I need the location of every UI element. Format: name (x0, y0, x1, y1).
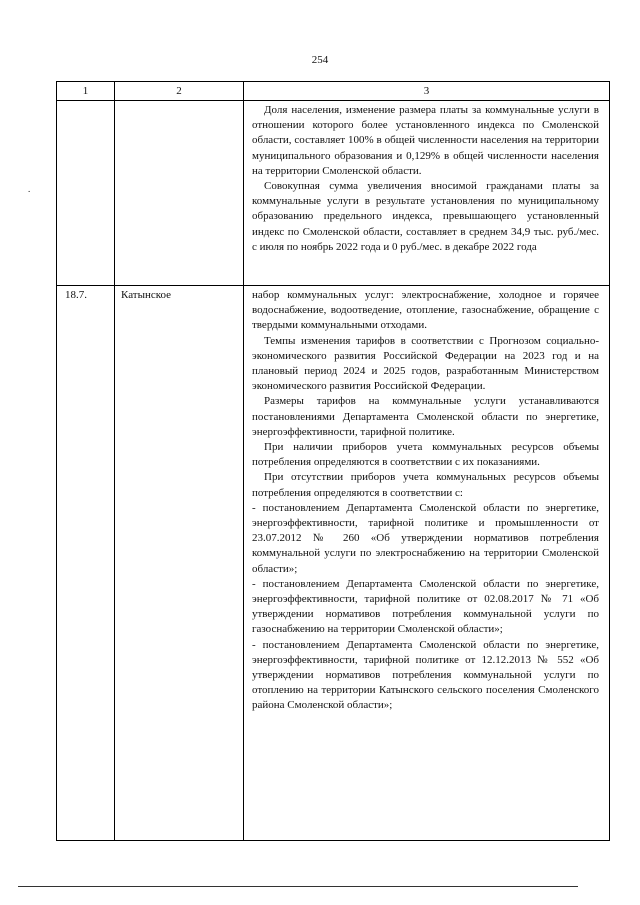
paragraph: Совокупная сумма увеличения вносимой гражданами платы за коммунальные услуги в результате установления по муниципальному образованию предельного индекса, превышающего установленный индекс по Смоленской области, составляет в среднем 34,9 тыс. руб./мес. с июля по ноябрь 2022 года и 0 руб./мес. в декабре 2022 года (252, 180, 599, 253)
page-number: 254 (311, 54, 329, 66)
row-number-cell: 18.7. (57, 286, 115, 841)
row-number-cell (57, 101, 115, 286)
paragraph: Размеры тарифов на коммунальные услуги устанавливаются постановлениями Департамента Смоленской области по энергетике, энергоэффективности, тарифной политике. (252, 395, 599, 438)
paragraph: Доля населения, изменение размера платы за коммунальные услуги в отношении которого более установленного индекса по Смоленской области, составляет 100% в общей численности населения на территории муниципального образования и 0,129% в общей численности населения на территории Смоленской области. (252, 104, 599, 177)
settlement-name-cell (115, 101, 244, 286)
column-header-2: 2 (115, 82, 244, 101)
description-cell (244, 286, 610, 841)
settlement-name-cell: Катынское (115, 286, 244, 841)
column-header-3: 3 (244, 82, 610, 101)
list-item: - постановлением Департамента Смоленской области по энергетике, энергоэффективности, тарифной политике и промышленности от 23.07.2012 № 260 «Об утверждении нормативов потребления коммунальной услуги по электроснабжению на территории Смоленской области»; (252, 501, 599, 575)
bottom-divider (18, 886, 578, 887)
list-item: - постановлением Департамента Смоленской области по энергетике, энергоэффективности, тарифной политике от 02.08.2017 № 71 «Об утверждении нормативов потребления коммунальной услуги по газоснабжению на территории Смоленской области»; (252, 577, 599, 636)
table-row (57, 101, 610, 286)
list-item: - постановлением Департамента Смоленской области по энергетике, энергоэффективности, тарифной политике от 12.12.2013 № 552 «Об утверждении нормативов потребления коммунальной услуги по отоплению на территории Катынского сельского поселения Смоленского района Смоленской области»; (252, 638, 599, 712)
margin-mark: . (28, 184, 31, 194)
column-header-1: 1 (57, 82, 115, 101)
paragraph: При отсутствии приборов учета коммунальных ресурсов объемы потребления определяются в соответствии с: (252, 471, 599, 499)
table-row (57, 286, 610, 841)
tariff-table (56, 81, 610, 841)
paragraph: Темпы изменения тарифов в соответствии с Прогнозом социально-экономического развития Российской Федерации на 2023 год и на плановый период 2024 и 2025 годов, разработанным Министерством экономического развития Российской Федерации. (252, 334, 599, 393)
table-header-row (57, 82, 610, 101)
paragraph: При наличии приборов учета коммунальных ресурсов объемы потребления определяются в соответствии с их показаниями. (252, 441, 599, 469)
paragraph: набор коммунальных услуг: электроснабжение, холодное и горячее водоснабжение, водоотведение, отопление, газоснабжение, обращение с твердыми коммунальными отходами. (252, 289, 599, 332)
description-cell (244, 101, 610, 286)
